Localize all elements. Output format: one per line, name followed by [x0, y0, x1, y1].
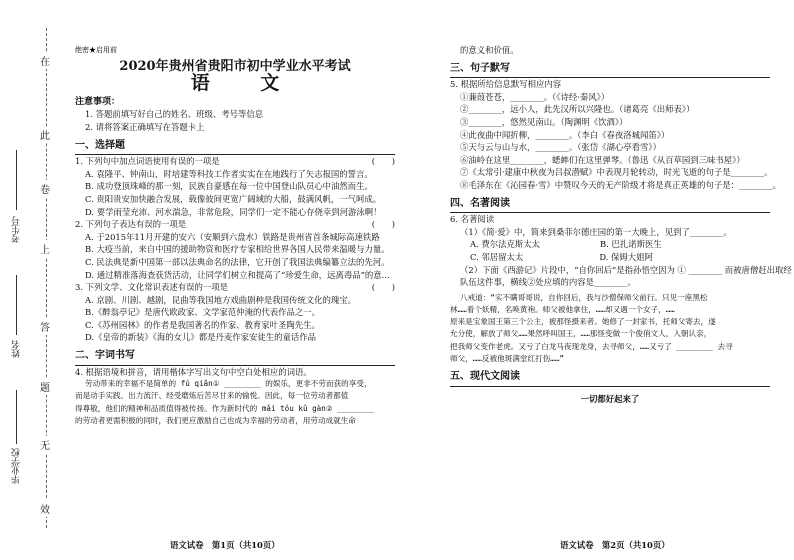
- option: B. 成功登顶珠峰的那一刻，民族自豪感在每一位中国登山队员心中油然而生。: [85, 181, 373, 192]
- question-4: 4. 根据语境和拼音，请用楷体字写出文句中空白处相应的词语。: [75, 366, 312, 377]
- recitation-item: ②________，远小人，此先汉所以兴隆也。（诸葛亮《出师表》）: [460, 104, 695, 115]
- page-footer-right: 语文试卷 第2页（共10页）: [560, 540, 670, 550]
- subject-title: 语 文: [190, 72, 302, 95]
- answer-bracket: ( ): [371, 156, 395, 167]
- option: B.《醉翁亭记》是唐代欧政家、文学家范仲淹的代表作品之一。: [85, 307, 320, 318]
- section-heading: 二、字词书写: [75, 350, 395, 366]
- binding-mark: 题: [40, 378, 50, 395]
- question-1: [75, 155, 395, 168]
- question-6: 6. 名著阅读: [450, 214, 495, 225]
- question-2: [75, 218, 395, 231]
- binding-mark: 上: [40, 240, 50, 257]
- section-heading: 五、现代文阅读: [450, 371, 770, 387]
- recitation-item: ⑥油岭在这里________，蟋蟀们在这里弹琴。（鲁迅《从百草园到三味书屋》）: [460, 154, 745, 165]
- binding-margin: [0, 0, 64, 560]
- option: C. 邻居留太太: [470, 251, 524, 262]
- exam-title: 2020年贵州省贵阳市初中学业水平考试: [119, 58, 351, 74]
- option: A. 袁隆平、钟南山，时培建等科技工作者实实在在地践行了矢志报国的誓言。: [85, 168, 373, 179]
- section-heading: 一、选择题: [75, 140, 395, 156]
- option: B. 大疫当前，来自中国的援助物资和医疗专家相给世界各国人民带来温暖与力量。: [85, 244, 390, 255]
- notice-heading: 注意事项：: [75, 96, 121, 107]
- option-row: [450, 251, 770, 264]
- name-line: [16, 275, 17, 335]
- option: A. 于2015年11月开建的安六（安顺到六盘水）铁路是贵州省首条城际高速铁路: [85, 231, 380, 242]
- recitation-item: ④此夜曲中闻折柳，________。（李白《春夜洛城闻笛》）: [460, 129, 670, 140]
- binding-mark: 卷: [40, 180, 50, 197]
- sub-question: （2）下面《西游记》片段中，“自你回后”是指孙悟空因为 ① ________ 而被唐僧赶出取经: [460, 264, 792, 275]
- answer-bracket: ( ): [371, 282, 395, 293]
- school-label: 毕业学校: [12, 448, 22, 484]
- continued-text: 的意义和价值。: [460, 45, 519, 55]
- question-text: 2. 下列句子表达有误的一项是: [75, 219, 187, 230]
- option: D. 通过精准落海查获货活动，让同学们树立和提高了“珍爱生命，远离毒品”的意...: [85, 269, 390, 280]
- option: B. 巴扎诺斯医生: [600, 239, 662, 250]
- candidate-number-line: [16, 150, 17, 210]
- option: A. 京剧、川剧、越剧，昆曲等我国地方戏曲剧种是我国传统文化的瑰宝。: [85, 294, 356, 305]
- option: C.《苏州园林》的作者是我国著名的作家、教育家叶圣陶先生。: [85, 319, 320, 330]
- school-line: [16, 390, 17, 444]
- passage-line: 劳动带来的幸福不是简单的 fú qiǎn① ________ 的娱乐，更非不劳而获的享受，: [85, 379, 372, 389]
- passage-line: 得尊敬，他们的精神和品质值得被传扬。作为新时代的 mǎi tóu kǔ gàn② ________: [75, 403, 374, 413]
- binding-mark: 答: [40, 318, 50, 335]
- binding-dashed-line: [46, 28, 47, 528]
- excerpt-line: 师父，……反被他斑满堂红打伤……”: [450, 353, 564, 363]
- notice-item: 1. 答题前填写好自己的姓名、班级、考号等信息: [85, 109, 264, 120]
- option: C. 贵阳贵安加快融合发展，载像彼间更宽广阔域的大船，鼓满风帆，一气呵成。: [85, 193, 382, 204]
- page-left: [75, 44, 395, 427]
- sub-question: 队伍这件事，横线②处应填的内容是________。: [460, 277, 636, 288]
- option: C. 民法典是新中国第一部以法典命名的法律，它开创了我国法典编纂立法的先河。: [85, 256, 390, 267]
- binding-mark: 在: [40, 52, 50, 69]
- recitation-item: ⑦《太常引·建康中秋夜为吕叔潜赋》中表现月轮转动，时光飞逝的句子是________。: [460, 167, 773, 178]
- excerpt-line: 原来是宝象国王第三个公主，被那怪摄来者。她修了一封家书，托师父寄去，遂: [450, 317, 716, 327]
- page-footer-left: 语文试卷 第1页（共10页）: [170, 540, 280, 550]
- question-text: 3. 下列文学、文化常识表述有误的一项是: [75, 282, 229, 293]
- recitation-item: ⑤天与云与山与水，________。（张岱《湖心亭看雪》）: [460, 142, 661, 153]
- secret-mark: 绝密★启用前: [75, 46, 117, 54]
- notice-item: 2. 请将答案正确填写在答题卡上: [85, 121, 205, 132]
- passage-line: 而是动手实践、出力流汗、经受磨炼后苦尽甘来的愉悦。因此，每一位劳动者都值: [75, 391, 349, 401]
- name-label: 姓名: [12, 340, 22, 358]
- section-heading: 四、名著阅读: [450, 198, 770, 214]
- binding-mark: 效: [40, 500, 50, 517]
- binding-mark: 此: [40, 126, 50, 143]
- option: D.《皇帝的新装》《海的女儿》都是丹麦作家安徒生的童话作品: [85, 332, 317, 343]
- option: D. 保姆大姐阿: [599, 251, 653, 262]
- option: D. 要学雨莹充沛、河水湍急，非常危险，同学们一定不能心存侥幸到河游泳啊！: [85, 206, 382, 217]
- passage-line: 的劳动者更需积极的同时，我们更应激励自己也成为幸福的劳动者，用劳动成就生命: [75, 415, 356, 425]
- option-row: [450, 238, 770, 251]
- question-text: 1. 下列句中加点词语使用有误的一项是: [75, 156, 220, 167]
- excerpt-line: 八戒道：“实不瞒哥哥说，自你回后，我与沙僧保师父前行。只见一座黑松: [460, 292, 708, 302]
- recitation-item: ③________，悠然见南山。（陶渊明《饮酒》）: [460, 116, 628, 127]
- sub-question: （1）《简·爱》中，简来到桑菲尔德庄园的第一大晚上，见到了________。: [460, 226, 732, 237]
- excerpt-line: 允分使，解放了师父……果然呼叫国王，……那怪变做一个俊俏文人，入朝认亲，: [450, 329, 712, 339]
- question-3: [75, 281, 395, 294]
- answer-bracket: ( ): [371, 219, 395, 230]
- article-title: 一切都好起来了: [580, 393, 640, 404]
- excerpt-line: 林……看个妖精，名唤黄袍。师父被他拿住，……却又遇一个女子，……: [450, 304, 675, 314]
- question-5: 5. 根据所给信息默写相应内容: [450, 79, 562, 90]
- binding-mark: 无: [40, 436, 50, 453]
- page-right: [450, 44, 792, 405]
- recitation-item: ⑧毛泽东在《沁园春·雪》中赞叹今天的无产阶级才将是真正英雄的句子是：________。: [460, 179, 781, 190]
- section-heading: 三、句子默写: [450, 63, 770, 79]
- recitation-item: ①蒹葭苍苍，________。（《诗经·秦风》）: [460, 91, 610, 102]
- excerpt-line: 把我师父变作老虎。又亏了白龙马夜现龙身，去寻师父，……又亏了 ________ 去寻: [450, 341, 733, 351]
- option: A. 费尔法克斯太太: [470, 239, 540, 250]
- candidate-number-label: 考生号: [12, 216, 22, 243]
